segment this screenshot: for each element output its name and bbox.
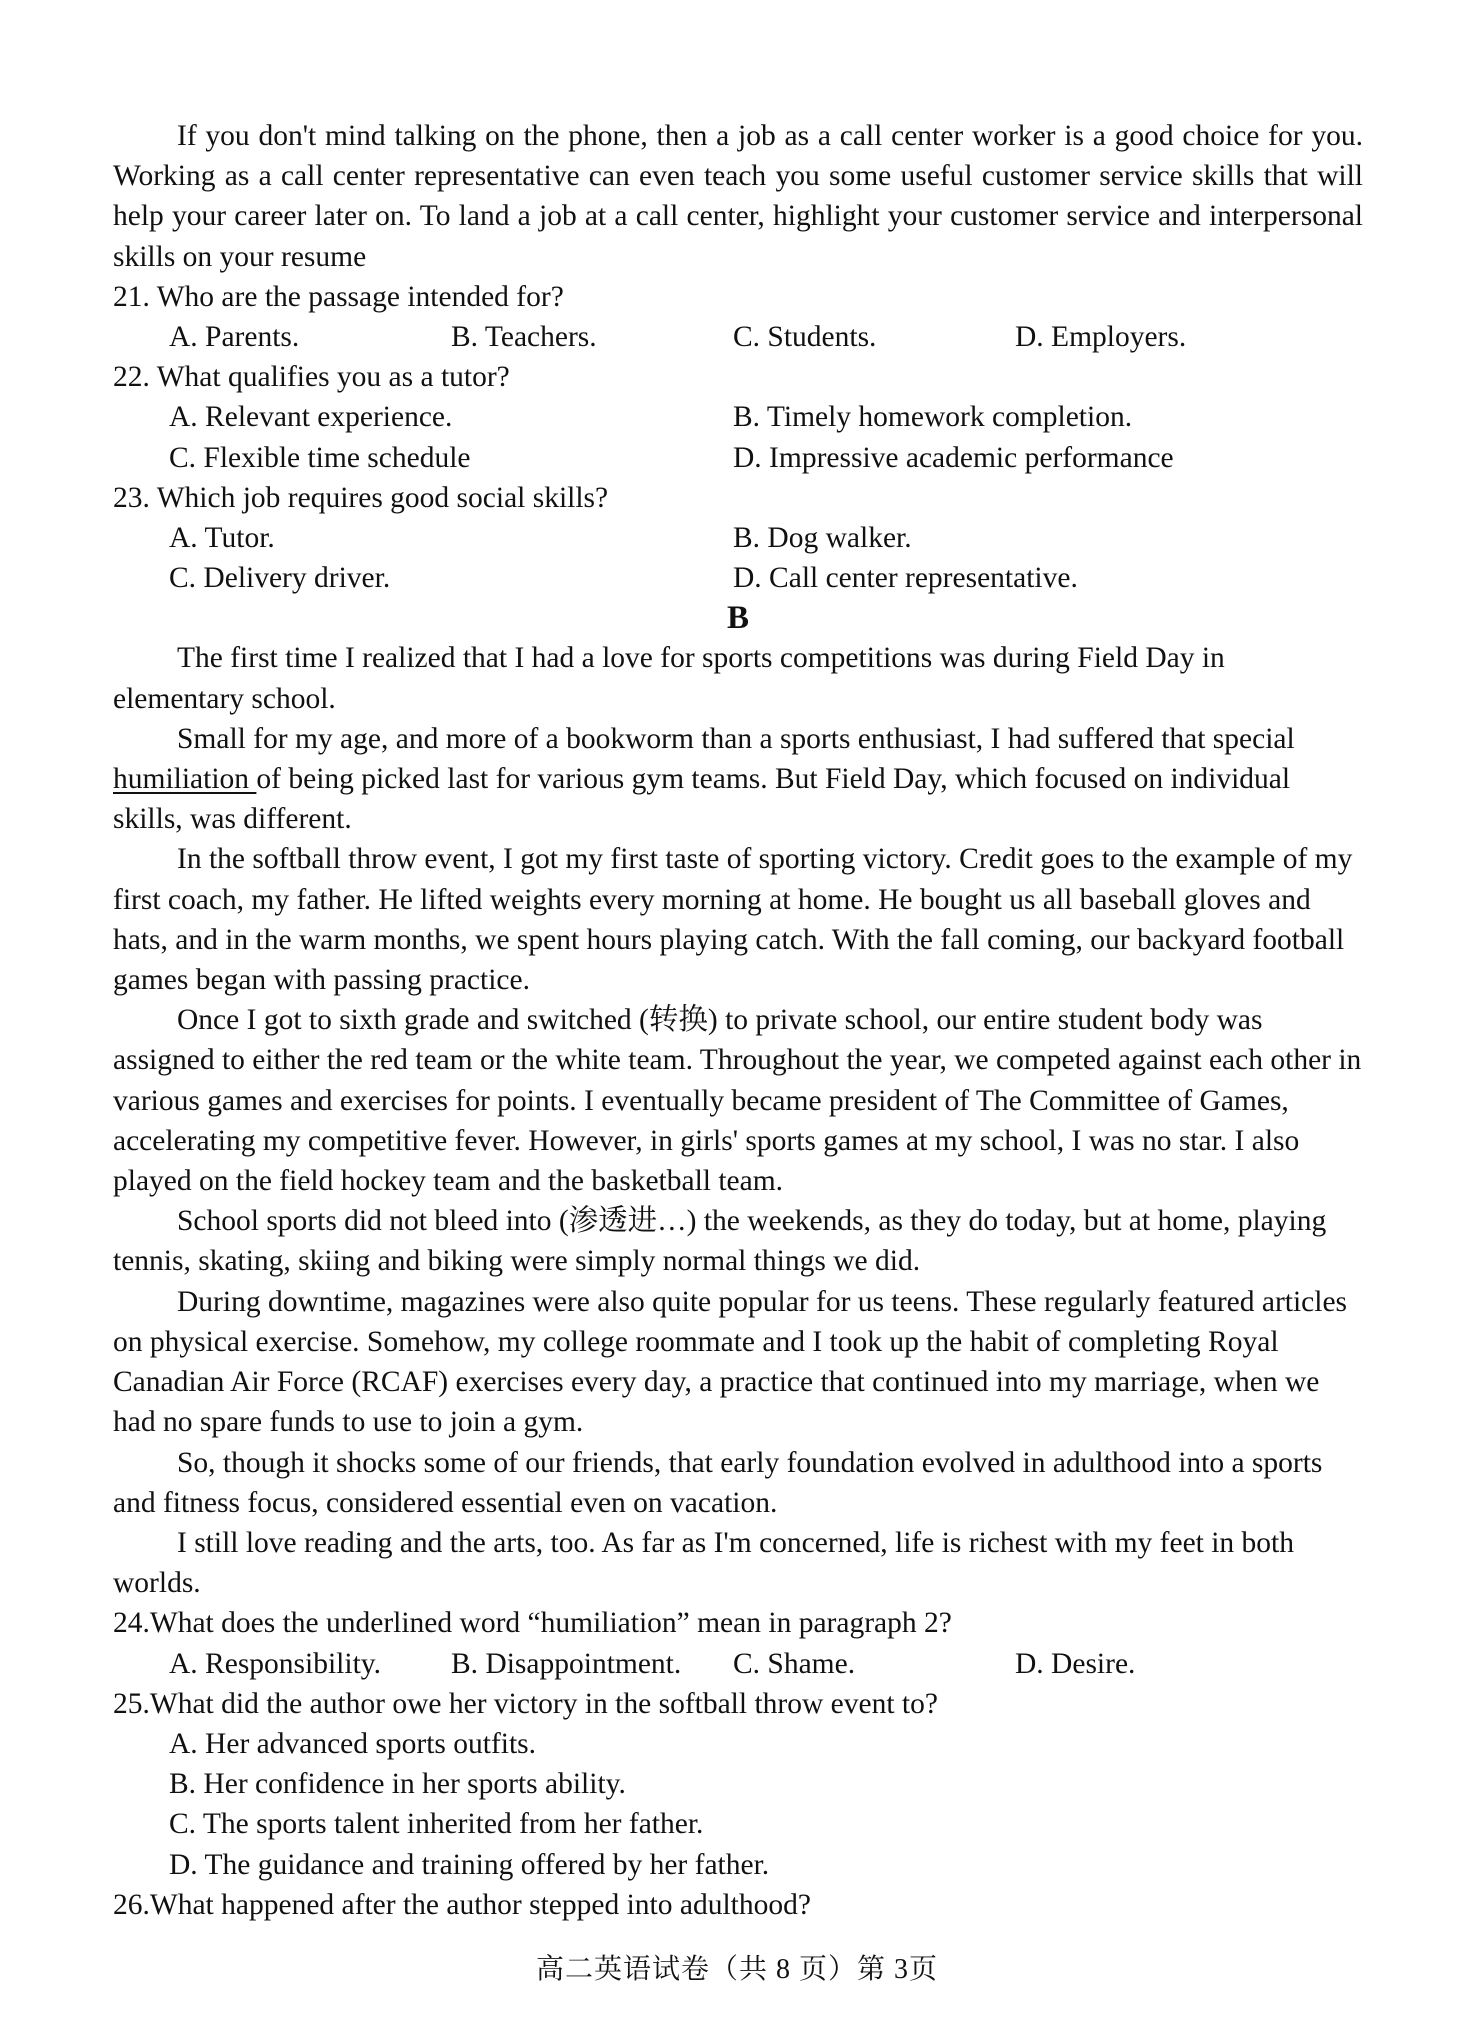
- question-23-options-row-1: [113, 518, 1363, 558]
- passage-b-paragraph-2: [113, 719, 1363, 840]
- option-a: A. Her advanced sports outfits.: [169, 1727, 537, 1760]
- option-c: C. The sports talent inherited from her father.: [169, 1808, 704, 1841]
- paragraph-2-text-before: Small for my age, and more of a bookworm than a sports enthusiast, I had suffered that special: [177, 722, 1295, 755]
- question-25-stem: 25.What did the author owe her victory in the softball throw event to?: [113, 1687, 938, 1720]
- passage-b-paragraph-1: The first time I realized that I had a love for sports competitions was during Field Day in elementary school.: [113, 642, 1225, 715]
- option-b: B. Her confidence in her sports ability.: [169, 1768, 626, 1801]
- question-23-stem: 23. Which job requires good social skills?: [113, 481, 609, 514]
- passage-b-paragraph-3: In the softball throw event, I got my first taste of sporting victory. Credit goes to the example of my first coach, my father. He lifted weights every morning at home. He bought us all baseball gloves and hats, and in the warm months, we spent hours playing catch. With the fall coming, our backyard football games began with passing practice.: [113, 843, 1353, 997]
- option-b: B. Dog walker.: [733, 522, 912, 555]
- question-23-options-row-2: [113, 558, 1363, 598]
- question-21-options: [113, 317, 1363, 357]
- option-d: D. Impressive academic performance: [733, 441, 1174, 474]
- option-c: C. Delivery driver.: [169, 562, 391, 595]
- option-c: C. Students.: [733, 321, 877, 354]
- question-26-stem: 26.What happened after the author stepped into adulthood?: [113, 1888, 811, 1921]
- question-22-options-row-2: [113, 438, 1363, 478]
- passage-b-paragraph-5: School sports did not bleed into (渗透进…) the weekends, as they do today, but at home, playing tennis, skating, skiing and biking were simply normal things we did.: [113, 1205, 1327, 1278]
- question-24-stem: 24.What does the underlined word “humiliation” mean in paragraph 2?: [113, 1607, 952, 1640]
- option-d: D. Employers.: [1015, 321, 1187, 354]
- passage-b-paragraph-7: So, though it shocks some of our friends, that early foundation evolved in adulthood into a sports and fitness focus, considered essential even on vacation.: [113, 1446, 1323, 1519]
- option-c: C. Flexible time schedule: [169, 441, 471, 474]
- option-b: B. Teachers.: [451, 321, 597, 354]
- paragraph-2-text-after: of being picked last for various gym teams. But Field Day, which focused on individual skills, was different.: [113, 763, 1291, 836]
- option-d: D. Call center representative.: [733, 562, 1078, 595]
- passage-b-paragraph-8: I still love reading and the arts, too. As far as I'm concerned, life is richest with my feet in both worlds.: [113, 1526, 1294, 1600]
- question-24-options: [113, 1644, 1363, 1684]
- passage-b-paragraph-4: Once I got to sixth grade and switched (转换) to private school, our entire student body was assigned to either the red team or the white team. Throughout the year, we competed against each other in various games and exercises for points. I eventually became president of The Committee of Games, accelerating my competitive fever. However, in girls' sports games at my school, I was no star. I also played on the field hockey team and the basketball team.: [113, 1004, 1362, 1198]
- option-c: C. Shame.: [733, 1647, 856, 1680]
- page-footer: 高二英语试卷（共 8 页）第 3页: [535, 1954, 938, 1985]
- option-d: D. The guidance and training offered by her father.: [169, 1848, 770, 1881]
- passage-b-paragraph-6: During downtime, magazines were also quite popular for us teens. These regularly featured articles on physical exercise. Somehow, my college roommate and I took up the habit of completing Royal Canadian Air Force (RCAF) exercises every day, a practice that continued into my marriage, when we had no spare funds to use to join a gym.: [113, 1285, 1348, 1439]
- option-a: A. Tutor.: [169, 522, 275, 555]
- question-22-options-row-1: [113, 397, 1363, 437]
- exam-page: [113, 116, 1363, 1925]
- section-b-heading: B: [726, 600, 749, 637]
- option-b: B. Disappointment.: [451, 1647, 682, 1680]
- option-a: A. Responsibility.: [169, 1647, 381, 1680]
- option-d: D. Desire.: [1015, 1647, 1136, 1680]
- option-b: B. Timely homework completion.: [733, 401, 1133, 434]
- option-a: A. Relevant experience.: [169, 401, 453, 434]
- underlined-word-humiliation: humiliation: [113, 763, 257, 796]
- question-22-stem: 22. What qualifies you as a tutor?: [113, 361, 510, 394]
- passage-a-paragraph: If you don't mind talking on the phone, then a job as a call center worker is a good choice for you. Working as a call center representative can even teach you some useful customer service skills that will help your career later on. To land a job at a call center, highlight your customer service and interpersonal skills on your resume: [113, 120, 1363, 273]
- question-21-stem: 21. Who are the passage intended for?: [113, 280, 564, 313]
- option-a: A. Parents.: [169, 321, 300, 354]
